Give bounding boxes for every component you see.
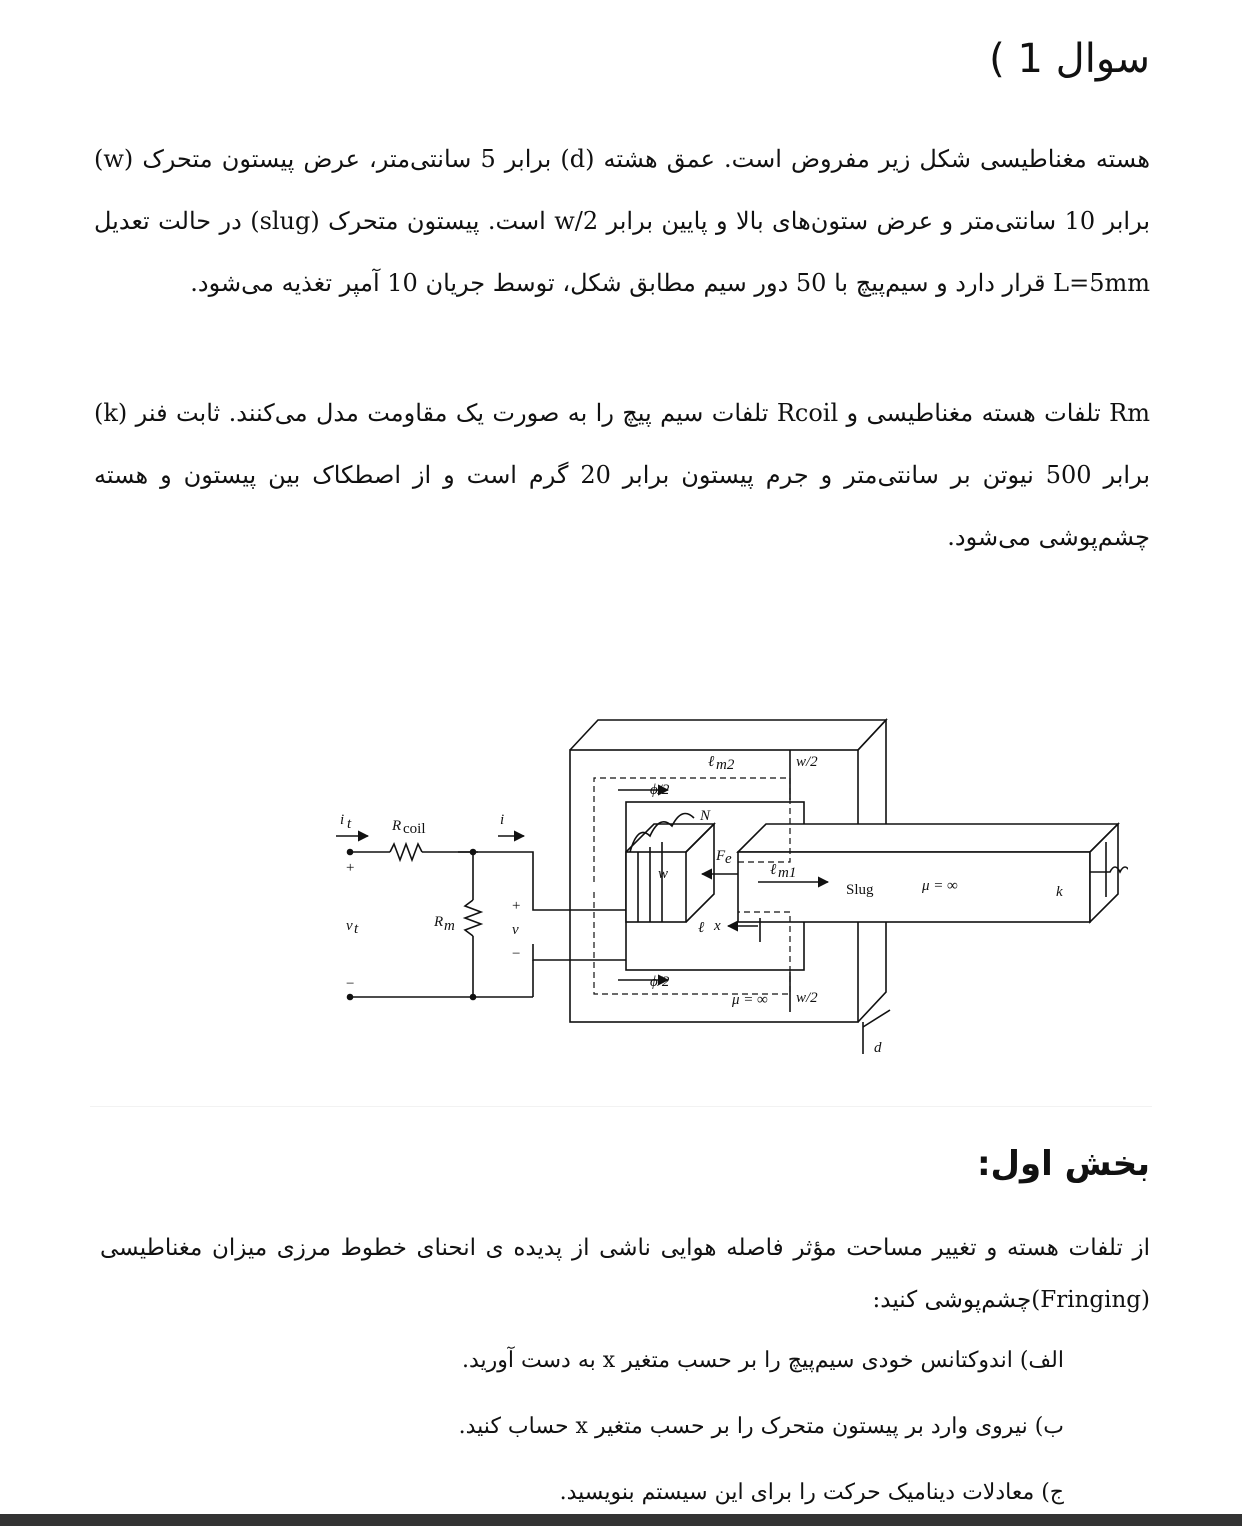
label-vt-sub: t [354, 921, 359, 937]
label-rm: R [434, 914, 444, 930]
label-vt: v [346, 918, 353, 934]
core-top-face [570, 720, 886, 750]
rm-resistor [465, 900, 481, 936]
question-item-b: ب) نیروی وارد بر پیستون متحرک را بر حسب متغیر x حساب کنید. [458, 1414, 1064, 1439]
center-post [626, 852, 686, 922]
problem-paragraph-2: Rm تلفات هسته مغناطیسی و Rcoil تلفات سیم پیچ را به صورت یک مقاومت مدل می‌کنند. ثابت فنر (k) برابر 500 نیوتن بر سانتی‌متر و جرم پیستون برابر 20 گرم است و از اصطکاک بین پیستون و هسته چشم‌پوشی می‌شود. [94, 399, 1151, 551]
question-title: سوال 1 ) [989, 36, 1150, 82]
label-plus-left: + [346, 860, 355, 876]
label-w: w [658, 866, 669, 882]
label-it-sub: t [347, 816, 352, 832]
slug-top [738, 824, 1118, 852]
label-mu-slug: μ = ∞ [922, 878, 958, 894]
label-d: d [874, 1040, 882, 1056]
label-phi-bottom: ϕ/2 [650, 974, 670, 990]
label-k: k [1056, 884, 1063, 900]
rcoil-resistor [390, 844, 422, 860]
label-w2-top: w/2 [796, 754, 818, 770]
label-rm-sub: m [444, 918, 455, 934]
label-rcoil: R [392, 818, 402, 834]
slug-front [738, 852, 1090, 922]
label-mu-core: μ = ∞ [732, 992, 768, 1008]
label-fe-sub: e [725, 851, 732, 867]
label-lm2: ℓ [708, 754, 715, 770]
label-lm1: ℓ [770, 862, 777, 878]
question-item-c: ج) معادلات دینامیک حرکت را برای این سیستم بنویسید. [559, 1480, 1064, 1505]
label-lm2-sub: m2 [716, 757, 735, 773]
section-title: بخش اول: [976, 1144, 1150, 1184]
label-phi-top: ϕ/2 [650, 782, 670, 798]
label-ell: ℓ [698, 920, 705, 936]
label-minus-v: − [512, 946, 521, 962]
label-minus-left: − [346, 976, 355, 992]
label-w2-bottom: w/2 [796, 990, 818, 1006]
question-item-a: الف) اندوکتانس خودی سیم‌پیچ را بر حسب متغیر x به دست آورید. [462, 1348, 1064, 1373]
magnetic-circuit-figure [328, 712, 1128, 1062]
section-paragraph: از تلفات هسته و تغییر مساحت مؤثر فاصله هوایی ناشی از پدیده ی انحنای خطوط مرزی میزان مغناطیسی (Fringing)چشم‌پوشی کنید: [100, 1235, 1150, 1313]
label-v: v [512, 922, 519, 938]
label-n: N [700, 808, 711, 824]
divider [90, 1106, 1152, 1107]
label-fe: F [716, 848, 726, 864]
label-slug: Slug [846, 882, 874, 898]
label-plus-v: + [512, 898, 521, 914]
label-lm1-sub: m1 [778, 865, 797, 881]
label-i: i [500, 812, 505, 828]
bottom-edge-bar [0, 1514, 1242, 1526]
problem-paragraph-1: هسته مغناطیسی شکل زیر مفروض است. عمق هشته (d) برابر 5 سانتی‌متر، عرض پیستون متحرک (w) برابر 10 سانتی‌متر و عرض ستون‌های بالا و پایین برابر w/2 است. پیستون متحرک (slug) در حالت تعدیل L=5mm قرار دارد و سیم‌پیچ با 50 دور سیم مطابق شکل، توسط جریان 10 آمپر تغذیه می‌شود. [94, 145, 1151, 297]
label-x: x [714, 918, 721, 934]
label-rcoil-sub: coil [403, 821, 426, 837]
label-it: i [340, 812, 345, 828]
